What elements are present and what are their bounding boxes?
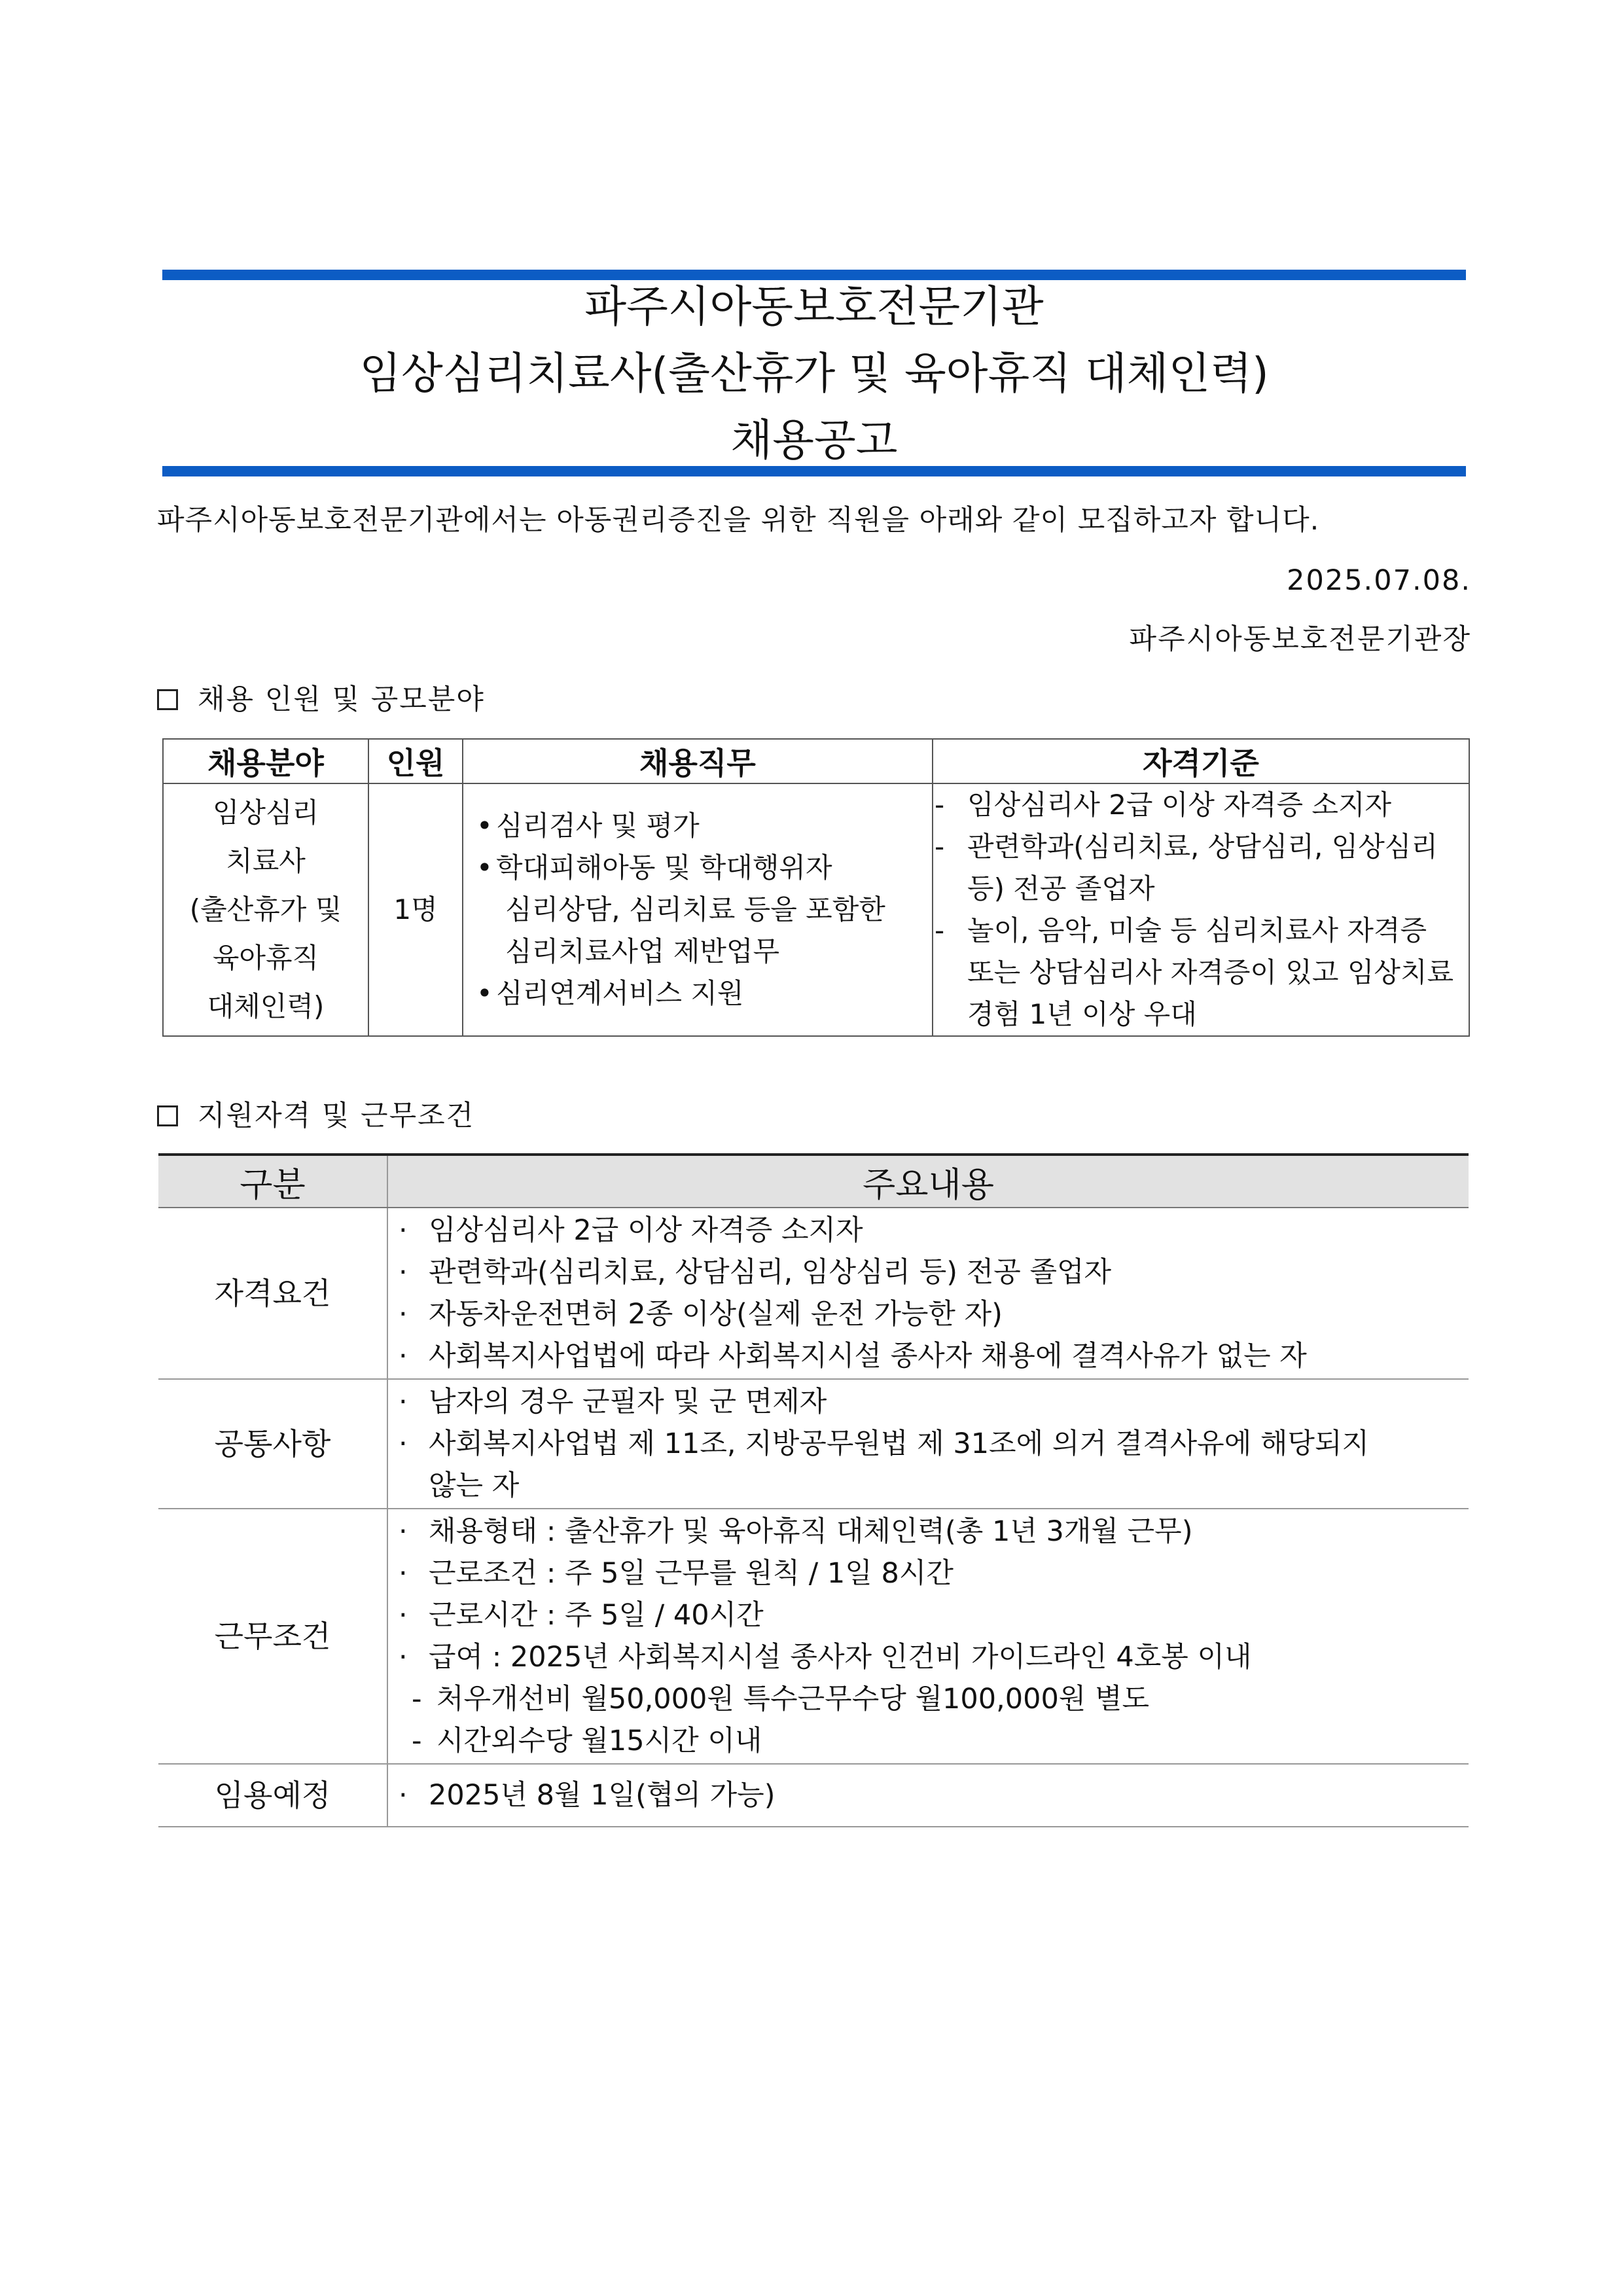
row-content	[387, 1379, 1469, 1509]
middot-icon: ·	[399, 1557, 408, 1590]
header-duties: 채용직무	[463, 739, 933, 783]
section-conditions-title: 지원자격 및 근무조건	[198, 1100, 475, 1132]
list-item	[399, 1381, 1469, 1423]
table-row	[158, 1764, 1469, 1827]
item-text: 시간외수당 월15시간 이내	[437, 1725, 762, 1757]
bullet-icon: •	[476, 977, 493, 1009]
item-text: 않는 자	[429, 1469, 520, 1502]
section-conditions-heading	[157, 1094, 474, 1138]
row-label: 공통사항	[158, 1379, 387, 1509]
row-label: 자격요건	[158, 1208, 387, 1379]
duties-list	[463, 805, 932, 1014]
item-text: 급여 : 2025년 사회복지시설 종사자 인건비 가이드라인 4호봉 이내	[429, 1641, 1252, 1674]
middot-icon: ·	[399, 1427, 408, 1460]
item-text: 사회복지사업법에 따라 사회복지시설 종사자 채용에 결격사유가 없는 자	[429, 1340, 1307, 1372]
field-line: (출산휴가 및	[189, 893, 342, 925]
item-text: 관련학과(심리치료, 상담심리, 임상심리 등) 전공 졸업자	[429, 1256, 1112, 1289]
list-item	[476, 973, 932, 1014]
duties-cell	[463, 783, 933, 1036]
middot-icon: ·	[399, 1599, 408, 1632]
item-text: 사회복지사업법 제 11조, 지방공무원법 제 31조에 의거 결격사유에 해당되지	[429, 1427, 1370, 1460]
row-content	[387, 1764, 1469, 1827]
duty-text: 심리연계서비스 지원	[496, 977, 744, 1009]
table-row	[163, 783, 1469, 1036]
dash-icon: -	[412, 1683, 422, 1715]
list-item	[476, 805, 932, 847]
header-field: 채용분야	[163, 739, 368, 783]
field-line: 육아휴직	[212, 942, 319, 974]
list-item	[399, 1774, 1469, 1816]
middot-icon: ·	[399, 1256, 408, 1289]
section-recruitment-heading	[157, 678, 485, 721]
intro-text: 파주시아동보호전문기관에서는 아동권리증진을 위한 직원을 아래와 같이 모집하고자 합니다.	[157, 504, 1320, 537]
field-line: 임상심리	[212, 797, 319, 829]
item-text: 남자의 경우 군필자 및 군 면제자	[429, 1386, 827, 1418]
dash-icon: -	[412, 1725, 422, 1757]
duty-text: 심리상담, 심리치료 등을 포함한	[505, 893, 885, 925]
bullet-icon: •	[476, 810, 493, 842]
requirements-list	[388, 1210, 1469, 1377]
list-item	[399, 1720, 1469, 1762]
middot-icon: ·	[399, 1214, 408, 1247]
list-item	[399, 1511, 1469, 1552]
header-qualifications: 자격기준	[933, 739, 1469, 783]
notice-date: 2025.07.08.	[1287, 564, 1471, 597]
qualifications-cell	[933, 783, 1469, 1036]
table-row	[158, 1208, 1469, 1379]
middot-icon: ·	[399, 1515, 408, 1548]
qualification-text: 경험 1년 이상 우대	[967, 998, 1197, 1030]
dash-icon: -	[935, 831, 945, 863]
middot-icon: ·	[399, 1386, 408, 1418]
qualification-text: 관련학과(심리치료, 상담심리, 임상심리	[967, 831, 1438, 863]
table-row	[158, 1379, 1469, 1509]
list-item	[399, 1594, 1469, 1636]
row-content	[387, 1208, 1469, 1379]
row-content	[387, 1509, 1469, 1764]
dash-icon: -	[935, 914, 945, 946]
field-cell	[163, 783, 368, 1036]
list-item	[399, 1678, 1469, 1720]
recruitment-table	[162, 738, 1470, 1037]
table-header-row	[163, 739, 1469, 783]
list-item	[399, 1210, 1469, 1251]
list-item	[933, 826, 1469, 910]
list-item	[933, 910, 1469, 1035]
bullet-icon: •	[476, 852, 493, 884]
issuer-name: 파주시아동보호전문기관장	[1129, 623, 1471, 656]
middot-icon: ·	[399, 1298, 408, 1331]
dash-icon: -	[935, 789, 945, 821]
checkbox-square-icon	[157, 1105, 178, 1126]
table-row	[158, 1509, 1469, 1764]
item-text: 근로시간 : 주 5일 / 40시간	[429, 1599, 764, 1632]
middot-icon: ·	[399, 1641, 408, 1674]
qualification-text: 등) 전공 졸업자	[967, 872, 1155, 905]
title-bottom-rule	[162, 466, 1466, 476]
row-label: 근무조건	[158, 1509, 387, 1764]
conditions-table	[158, 1153, 1469, 1827]
qualification-text: 놀이, 음악, 미술 등 심리치료사 자격증	[967, 914, 1427, 946]
list-item	[399, 1423, 1469, 1507]
duty-text: 심리치료사업 제반업무	[505, 935, 780, 967]
duty-text: 심리검사 및 평가	[496, 810, 700, 842]
work-conditions-list	[388, 1511, 1469, 1762]
title-position: 임상심리치료사(출산휴가 및 육아휴직 대체인력)	[359, 348, 1269, 399]
table-header-row	[158, 1155, 1469, 1208]
header-count: 인원	[368, 739, 463, 783]
list-item	[476, 847, 932, 973]
list-item	[399, 1293, 1469, 1335]
title-organization: 파주시아동보호전문기관	[584, 281, 1044, 332]
item-text: 처우개선비 월50,000원 특수근무수당 월100,000원 별도	[437, 1683, 1150, 1715]
header-details: 주요내용	[387, 1155, 1469, 1208]
item-text: 근로조건 : 주 5일 근무를 원칙 / 1일 8시간	[429, 1557, 954, 1590]
list-item	[399, 1636, 1469, 1678]
item-text: 채용형태 : 출산휴가 및 육아휴직 대체인력(총 1년 3개월 근무)	[429, 1515, 1193, 1548]
qualifications-list	[933, 784, 1469, 1035]
middot-icon: ·	[399, 1340, 408, 1372]
middot-icon: ·	[399, 1779, 408, 1812]
list-item	[399, 1335, 1469, 1377]
row-label: 임용예정	[158, 1764, 387, 1827]
item-text: 임상심리사 2급 이상 자격증 소지자	[429, 1214, 863, 1247]
list-item	[933, 784, 1469, 826]
section-recruitment-title: 채용 인원 및 공모분야	[198, 683, 485, 716]
qualification-text: 임상심리사 2급 이상 자격증 소지자	[967, 789, 1392, 821]
header-category: 구분	[158, 1155, 387, 1208]
item-text: 자동차운전면허 2종 이상(실제 운전 가능한 자)	[429, 1298, 1003, 1331]
list-item	[399, 1552, 1469, 1594]
checkbox-square-icon	[157, 689, 178, 710]
title-notice: 채용공고	[730, 415, 898, 465]
item-text: 2025년 8월 1일(협의 가능)	[429, 1779, 776, 1812]
field-line: 대체인력)	[207, 990, 325, 1022]
list-item	[399, 1251, 1469, 1293]
field-line: 치료사	[226, 845, 306, 877]
count-cell: 1명	[368, 783, 463, 1036]
duty-text: 학대피해아동 및 학대행위자	[496, 852, 832, 884]
appointment-list	[388, 1774, 1469, 1816]
common-list	[388, 1381, 1469, 1507]
qualification-text: 또는 상담심리사 자격증이 있고 임상치료	[967, 956, 1454, 988]
